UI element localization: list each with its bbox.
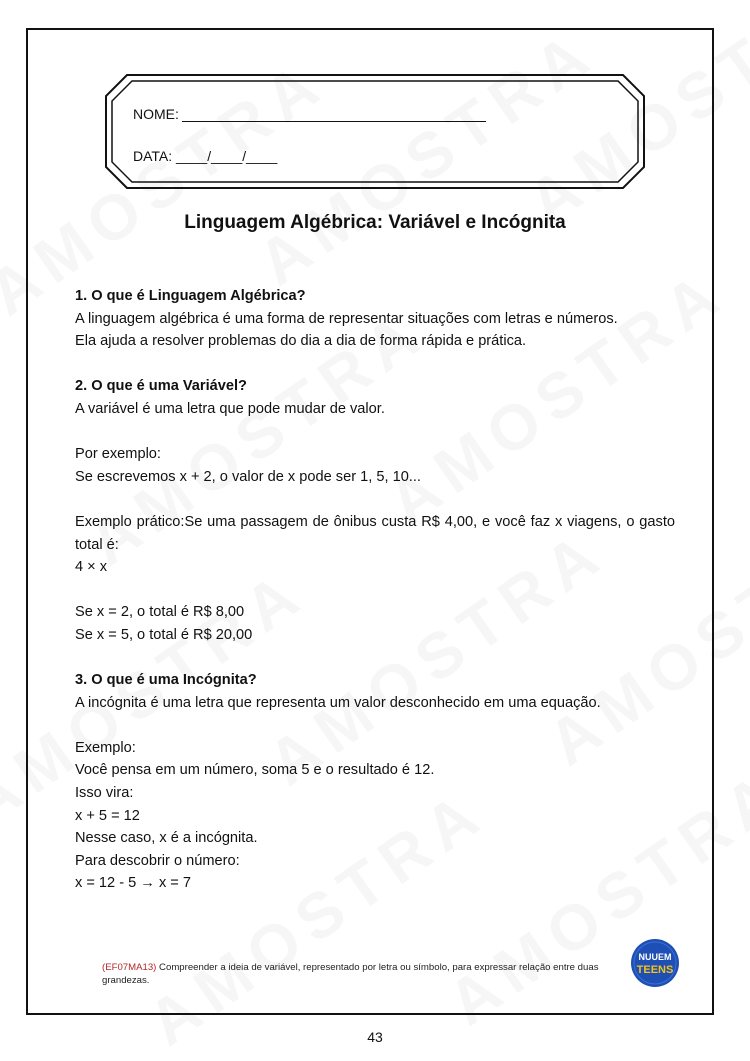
solution: x = 12 - 5 → x = 7 — [75, 875, 191, 892]
header-frame-icon — [105, 74, 645, 189]
content — [75, 285, 675, 895]
section-2-heading: 2. O que é uma Variável? — [75, 378, 247, 395]
text-line: A incógnita é uma letra que representa um valor desconhecido em uma equação. — [75, 694, 601, 711]
svg-text:NUUEM: NUUEM — [638, 952, 672, 962]
text-line: Nesse caso, x é a incógnita. — [75, 830, 258, 847]
text-line: Se x = 2, o total é R$ 8,00 — [75, 604, 245, 621]
text-line: Se x = 5, o total é R$ 20,00 — [75, 626, 253, 643]
section-1-heading: 1. O que é Linguagem Algébrica? — [75, 288, 306, 304]
name-label: NOME: — [133, 106, 179, 122]
name-line — [182, 121, 486, 122]
text-line: Você pensa em um número, soma 5 e o resultado é 12. — [75, 762, 435, 779]
date-blank: ____/____/____ — [176, 148, 278, 164]
text-line: Se escrevemos x + 2, o valor de x pode ser 1, 5, 10... — [75, 468, 421, 485]
text-line: Por exemplo: — [75, 446, 161, 463]
text-line: Ela ajuda a resolver problemas do dia a dia de forma rápida e prática. — [75, 333, 527, 350]
text-line: Para descobrir o número: — [75, 852, 240, 869]
text-line: Isso vira: — [75, 785, 134, 802]
skill-code: (EF07MA13) — [102, 962, 157, 973]
text-line: A variável é uma letra que pode mudar de valor. — [75, 400, 385, 417]
svg-text:TEENS: TEENS — [636, 964, 674, 976]
page-number: 43 — [367, 1029, 383, 1045]
footer-note — [102, 961, 642, 987]
name-field — [133, 106, 179, 122]
date-label: DATA: — [133, 148, 173, 164]
equation: x + 5 = 12 — [75, 807, 140, 824]
header-box — [105, 74, 645, 189]
text-line: Exemplo: — [75, 739, 136, 756]
page-title: Linguagem Algébrica: Variável e Incógnita — [184, 212, 566, 233]
brand-logo-icon — [630, 938, 680, 988]
date-field — [133, 148, 277, 164]
expression: 4 × x — [75, 559, 108, 576]
section-3-heading: 3. O que é uma Incógnita? — [75, 672, 257, 689]
text-line: A linguagem algébrica é uma forma de representar situações com letras e números. — [75, 310, 618, 327]
text-line: Exemplo prático:Se uma passagem de ônibus custa R$ 4,00, e você faz x viagens, o gasto total é: — [75, 513, 675, 553]
skill-text: Compreender a ideia de variável, representado por letra ou símbolo, para expressar relação entre duas grandezas. — [102, 962, 599, 986]
